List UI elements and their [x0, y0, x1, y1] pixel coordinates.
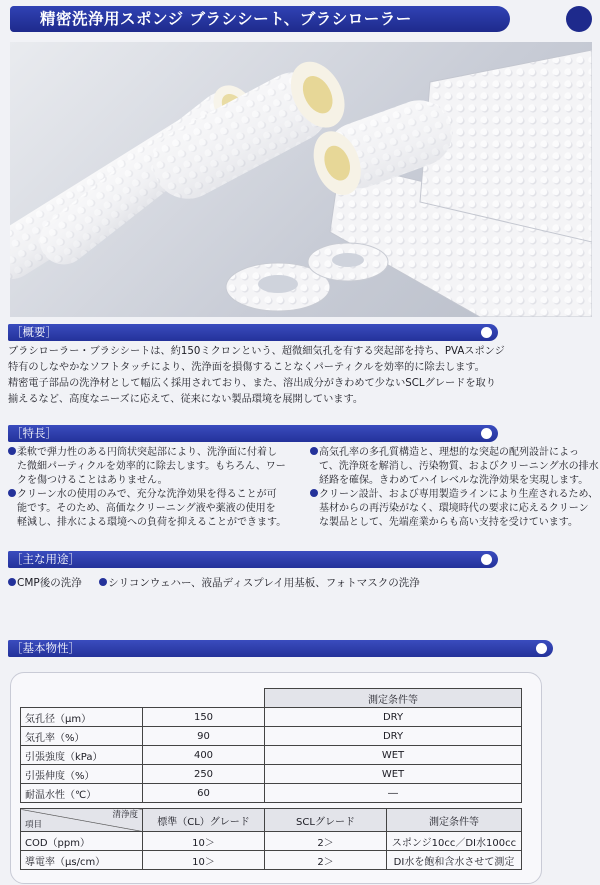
feature-line: 柔軟で弾力性のある円筒状突起部により、洗浄面に付着し — [17, 447, 277, 458]
feature-line: クリーン設計、および専用製造ラインにより生産されるため、 — [319, 489, 599, 500]
use-item — [99, 577, 420, 589]
table-header-cell: SCLグレード — [265, 809, 387, 832]
table-cell: DI水を飽和含水させて測定 — [387, 851, 522, 870]
table-row — [21, 727, 522, 746]
table-cell: DRY — [265, 727, 522, 746]
feature-item — [8, 446, 286, 488]
page-title-bar — [10, 6, 510, 32]
empty-cell — [143, 689, 265, 708]
table-cell: 2＞ — [265, 851, 387, 870]
features-right — [310, 446, 599, 530]
properties-table — [20, 688, 522, 803]
overview-text — [8, 344, 593, 408]
table-cell: COD（ppm） — [21, 832, 143, 851]
table-cell: スポンジ10cc／DI水100cc — [387, 832, 522, 851]
corner-top-label: 清浄度 — [112, 810, 138, 820]
table-cell: 気孔径（μm） — [21, 708, 143, 727]
table-cell: 400 — [143, 746, 265, 765]
uses-list — [8, 575, 434, 590]
table-row — [21, 832, 522, 851]
product-photo — [10, 42, 592, 317]
overview-heading: ［概要］ — [11, 325, 57, 339]
table-cell: 気孔率（%） — [21, 727, 143, 746]
table-row — [21, 746, 522, 765]
bar-dot-ornament — [481, 327, 492, 338]
overview-line: ブラシローラー・ブラシシートは、約150ミクロンという、超微細気孔を有する突起部を持ち、PVAスポンジ — [8, 346, 505, 357]
bar-dot-ornament — [481, 428, 492, 439]
table-cell: 引張強度（kPa） — [21, 746, 143, 765]
feature-item — [8, 488, 286, 530]
bullet-icon — [99, 578, 107, 586]
table-cell: 10＞ — [143, 851, 265, 870]
table-row — [21, 851, 522, 870]
properties-heading-bar — [8, 640, 553, 657]
bullet-icon — [8, 447, 16, 455]
use-item — [8, 577, 82, 589]
table-cell: 150 — [143, 708, 265, 727]
table-header-row — [21, 689, 522, 708]
table-cell: 耐温水性（℃） — [21, 784, 143, 803]
overview-heading-bar — [8, 324, 498, 341]
table-cell: 90 — [143, 727, 265, 746]
table-cell: 250 — [143, 765, 265, 784]
table-row — [21, 784, 522, 803]
corner-bottom-label: 項目 — [25, 820, 43, 830]
table-cell: 10＞ — [143, 832, 265, 851]
features-heading-bar — [8, 425, 498, 442]
page-title: 精密洗浄用スポンジ ブラシシート、ブラシローラー — [40, 10, 412, 28]
uses-heading: ［主な用途］ — [11, 552, 80, 566]
use-label: CMP後の洗浄 — [17, 577, 82, 589]
header-dot-ornament — [566, 6, 592, 32]
table-cell: 導電率（μs/cm） — [21, 851, 143, 870]
feature-item — [310, 446, 599, 488]
bullet-icon — [310, 489, 318, 497]
bullet-icon — [8, 578, 16, 586]
feature-line: て、洗浄斑を解消し、汚染物質、およびクリーニング水の排水 — [319, 461, 599, 472]
table-cell: ― — [265, 784, 522, 803]
bullet-icon — [310, 447, 318, 455]
table-row — [21, 708, 522, 727]
table-cell: WET — [265, 746, 522, 765]
overview-line: 揃えるなど、高度なニーズに応えて、従来にない製品環境を展開しています。 — [8, 394, 364, 405]
table-header-cell: 測定条件等 — [387, 809, 522, 832]
table-header-cell: 標準（CL）グレード — [143, 809, 265, 832]
bullet-icon — [8, 489, 16, 497]
bar-dot-ornament — [536, 643, 547, 654]
feature-line: た微細パーティクルを効率的に除去します。もちろん、ワー — [17, 461, 286, 472]
bar-dot-ornament — [481, 554, 492, 565]
features-heading: ［特長］ — [11, 426, 57, 440]
feature-line: 能です。そのため、高価なクリーニング液や薬液の使用を — [17, 503, 276, 514]
table-cell: 引張伸度（%） — [21, 765, 143, 784]
feature-line: 軽減し、排水による環境への負荷を抑えることができます。 — [17, 517, 287, 528]
use-label: シリコンウェハー、液晶ディスプレイ用基板、フォトマスクの洗浄 — [108, 577, 420, 589]
feature-line: 高気孔率の多孔質構造と、理想的な突起の配列設計によっ — [319, 447, 579, 458]
feature-item — [310, 488, 599, 530]
feature-line: 経路を確保。きわめてハイレベルな洗浄効果を実現します。 — [319, 475, 589, 486]
table-header-row — [21, 809, 522, 832]
table-cell: 2＞ — [265, 832, 387, 851]
feature-line: な製品として、先端産業からも高い支持を受けています。 — [319, 517, 578, 528]
table-cell: 60 — [143, 784, 265, 803]
feature-line: 基材からの再汚染がなく、環境時代の要求に応えるクリーン — [319, 503, 589, 514]
overview-line: 特有のしなやかなソフトタッチにより、洗浄面を損傷することなくパーティクルを効率的に除去します。 — [8, 362, 485, 373]
properties-heading: ［基本物性］ — [11, 641, 80, 655]
table-cell: DRY — [265, 708, 522, 727]
table-header-cell: 測定条件等 — [265, 689, 522, 708]
table-corner-cell — [21, 809, 143, 832]
table-cell: WET — [265, 765, 522, 784]
uses-heading-bar — [8, 551, 498, 568]
table-row — [21, 765, 522, 784]
overview-line: 精密電子部品の洗浄材として幅広く採用されており、また、溶出成分がきわめて少ないSCLグレードを取り — [8, 378, 496, 389]
cleanliness-table — [20, 808, 522, 870]
empty-cell — [21, 689, 143, 708]
product-photo-illustration — [10, 42, 592, 317]
features-left — [8, 446, 286, 530]
feature-line: クを傷つけることはありません。 — [17, 475, 168, 486]
feature-line: クリーン水の使用のみで、充分な洗浄効果を得ることが可 — [17, 489, 277, 500]
